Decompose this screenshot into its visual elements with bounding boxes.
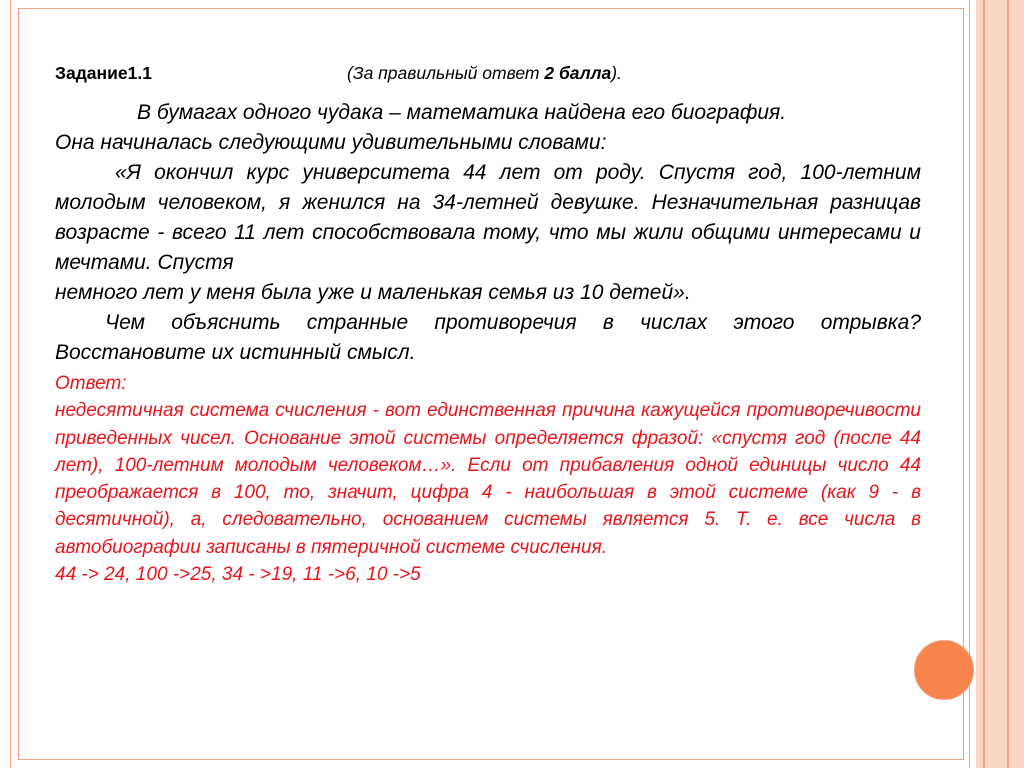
task-header bbox=[55, 58, 921, 88]
problem-text bbox=[55, 98, 921, 368]
decor-stripe bbox=[1009, 0, 1024, 768]
spacer bbox=[55, 88, 921, 98]
slide-content bbox=[55, 58, 921, 588]
points-value: 2 балла bbox=[544, 63, 612, 83]
paragraph-intro: В бумагах одного чудака – математика найдена его биография. bbox=[137, 101, 787, 124]
decor-stripe bbox=[976, 0, 983, 768]
decor-stripe bbox=[985, 0, 1007, 768]
paragraph-quote-end: немного лет у меня была уже и маленькая семья из 10 детей». bbox=[55, 281, 691, 304]
answer-block bbox=[55, 370, 921, 588]
answer-body: недесятичная система счисления - вот единственная причина кажущейся противоречивости приведенных чисел. Основание этой системы определяется фразой: «спустя год (после 44 лет), 100-летним молодым человеком…». Если от прибавления одной единицы число 44 преображается в 100, то, значит, цифра 4 - наибольшая в этой системе (как 9 - в десятичной), а, следовательно, основанием системы является 5. Т. е. все числа в автобиографии записаны в пятеричной системе счисления. bbox=[55, 400, 921, 558]
paragraph-lead: Она начиналась следующими удивительными словами: bbox=[55, 131, 607, 154]
paragraph-question: Чем объяснить странные противоречия в числах этого отрывка? Восстановите их истинный смысл. bbox=[55, 311, 921, 364]
task-label: Задание1.1 bbox=[55, 63, 152, 83]
points-note bbox=[347, 58, 622, 88]
decor-circle bbox=[914, 640, 974, 700]
points-prefix: (За правильный ответ bbox=[347, 63, 545, 83]
paragraph-quote: «Я окончил курс университета 44 лет от роду. Спустя год, 100-летним молодым человеком, я женился на 34-летней девушке. Незначительная разницав возрасте - всего 11 лет способствовала тому, что мы жили общими интересами и мечтами. Спустя bbox=[55, 161, 921, 274]
points-suffix: ). bbox=[611, 63, 622, 83]
answer-conversions: 44 -> 24, 100 ->25, 34 - >19, 11 ->6, 10 ->5 bbox=[55, 564, 421, 586]
answer-label: Ответ: bbox=[55, 373, 127, 394]
